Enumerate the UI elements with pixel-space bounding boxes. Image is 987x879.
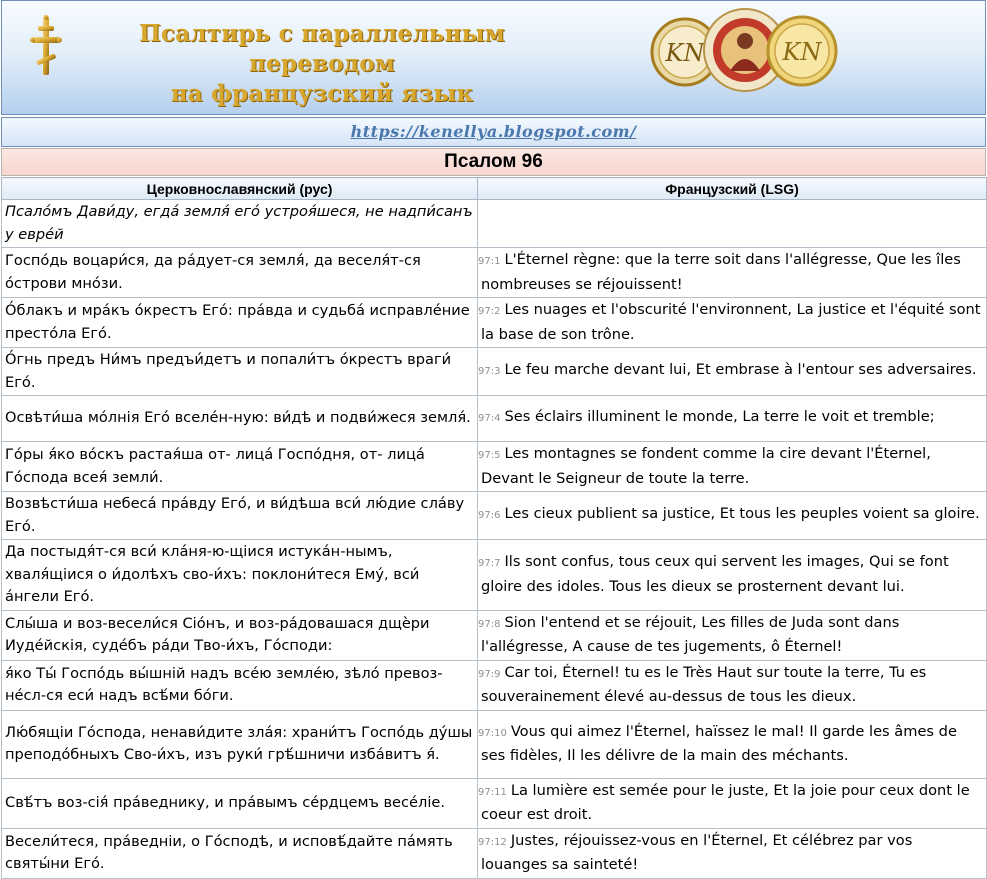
verse-number: 97:10 [478,727,507,739]
site-banner [1,0,986,115]
table-row [2,540,987,611]
french-verse: Justes, réjouissez-vous en l'Éternel, Et célébrez par vos louanges sa sainteté! [481,831,913,873]
french-verse-cell [478,710,987,778]
slavonic-verse: Возвѣсти́ша небеса́ пра́вду Его́, и ви́дѣша вси́ лю́дие сла́ву Его́. [2,492,478,540]
slavonic-verse: Го́ры я́ко во́скъ растая́ша от- лица́ Госпо́дня, от- лица́ Го́спода всея́ земли́. [2,442,478,492]
table-row [2,298,987,348]
orthodox-cross-icon [30,15,62,77]
french-verse-cell [478,298,987,348]
french-verse: Les cieux publient sa justice, Et tous les peuples voient sa gloire. [504,505,980,523]
verse-number: 97:2 [478,306,501,317]
table-row [2,442,987,492]
table-row [2,492,987,540]
french-verse-cell [478,248,987,298]
site-title-line-1: Псалтирь с параллельным переводом [139,20,505,77]
verse-number: 97:11 [478,786,507,798]
table-row [2,396,987,442]
verse-number: 97:3 [478,366,501,378]
slavonic-verse: Свѣ́тъ воз-сія́ пра́веднику, и пра́вымъ се́рдцемъ весе́ліе. [2,778,478,828]
kn-medal-right-icon [766,15,838,87]
verse-number: 97:12 [478,836,507,848]
french-verse-cell [478,348,987,396]
french-verse: Vous qui aimez l'Éternel, haïssez le mal! Il garde les âmes de ses fidèles, Il les délivre de la main des méchants. [481,722,957,764]
slavonic-verse: я́ко Ты́ Госпо́дь вы́шній надъ все́ю земле́ю, зѣло́ превоз-не́сл-ся еси́ надъ всѣ́ми бо́ги. [2,660,478,710]
verse-number: 97:6 [478,510,501,522]
verse-number: 97:4 [478,413,501,425]
french-verse: L'Éternel règne: que la terre soit dans l'allégresse, Que les îles nombreuses se réjouissent! [481,251,961,293]
site-title [62,19,582,109]
french-verse-cell [478,660,987,710]
french-verse-cell [478,442,987,492]
french-verse-cell [478,396,987,442]
french-verse: Les nuages et l'obscurité l'environnent, La justice et l'équité sont la base de son trône. [481,301,981,343]
table-row [2,710,987,778]
psalm-title: Псалом 96 [1,148,986,176]
slavonic-verse: Да постыдя́т-ся вси́ кла́ня-ю-щіися истука́н-нымъ, хваля́щіися о и́долѣхъ сво-и́хъ: поклони́теся Ему́, вси́ а́нгели Его́. [2,540,478,611]
french-verse: La lumière est semée pour le juste, Et la joie pour ceux dont le coeur est droit. [481,781,970,823]
kn-medal-right-text: KN [782,38,822,66]
column-header-slavonic: Церковнославянский (рус) [2,178,478,200]
table-row [2,828,987,878]
table-row [2,248,987,298]
column-header-french: Французский (LSG) [478,178,987,200]
table-row [2,348,987,396]
blog-link[interactable]: https://kenellya.blogspot.com/ [350,122,637,141]
french-verse: Car toi, Éternel! tu es le Très Haut sur toute la terre, Tu es souverainement élevé au-dessus de tous les dieux. [481,663,927,705]
slavonic-verse: О́блакъ и мра́къ о́крестъ Его́: пра́вда и судьба́ исправле́ние престо́ла Его́. [2,298,478,348]
verse-number: 97:7 [478,558,501,570]
french-verse-cell [478,200,987,248]
verse-number: 97:1 [478,256,501,267]
slavonic-verse: Госпо́дь воцари́ся, да ра́дует-ся земля́, да веселя́т-ся о́строви мно́зи. [2,248,478,298]
table-row [2,200,987,248]
verse-number: 97:5 [478,450,501,461]
slavonic-verse: Весели́теся, пра́ведніи, о Го́сподѣ, и исповѣ́дайте па́мять святы́ни Его́. [2,828,478,878]
verse-number: 97:8 [478,618,501,630]
table-row [2,778,987,828]
kn-medal-left-text: KN [665,39,705,67]
french-verse: Sion l'entend et se réjouit, Les filles de Juda sont dans l'allégresse, A cause de tes jugements, ô Éternel! [481,613,900,655]
french-verse-cell [478,778,987,828]
psalter-table [1,177,987,879]
table-header-row [2,178,987,200]
french-verse: Les montagnes se fondent comme la cire devant l'Éternel, Devant le Seigneur de toute la terre. [481,445,931,487]
url-bar [1,117,986,147]
french-verse: Le feu marche devant lui, Et embrase à l'entour ses adversaires. [504,361,977,379]
slavonic-verse: О́гнь предъ Ни́мъ предъи́детъ и попали́тъ о́крестъ враги́ Его́. [2,348,478,396]
french-verse-cell [478,828,987,878]
french-verse-cell [478,540,987,611]
site-title-line-2: на французский язык [170,80,474,107]
slavonic-verse: Освѣти́ша мо́лнія Его́ вселе́н-ную: ви́дѣ и подви́жеся земля́. [2,396,478,442]
french-verse: Ils sont confus, tous ceux qui servent les images, Qui se font gloire des idoles. Tous les dieux se prosternent devant lui. [481,553,949,595]
slavonic-verse: Слы́ша и воз-весели́ся Сіо́нъ, и воз-ра́довашася дщѐри Иуде́йскія, суде́бъ ра́ди Тво-и́хъ, Го́споди: [2,610,478,660]
slavonic-verse: Лю́бящіи Го́спода, ненави́дите зла́я: храни́тъ Госпо́дь ду́шы преподо́бныхъ Сво-и́хъ, изъ руки́ грѣ́шничи изба́витъ я́. [2,710,478,778]
table-row [2,660,987,710]
french-verse: Ses éclairs illuminent le monde, La terre le voit et tremble; [504,408,935,426]
table-row [2,610,987,660]
verse-number: 97:9 [478,668,501,680]
french-verse-cell [478,492,987,540]
french-verse-cell [478,610,987,660]
slavonic-verse: Псало́мъ Дави́ду, егда́ земля́ его́ устроя́шеся, не надпи́санъ у евре́й [2,200,478,248]
